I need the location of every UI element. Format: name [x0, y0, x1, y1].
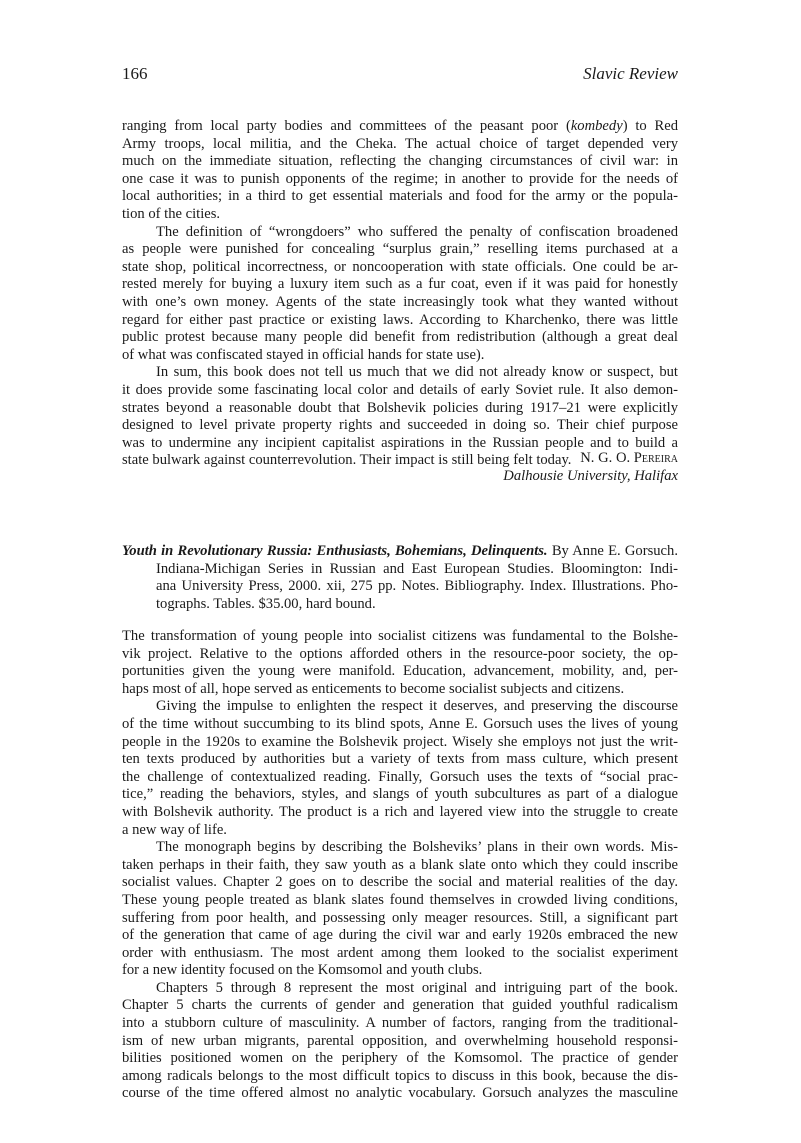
paragraph: [122, 224, 678, 365]
review-1-body: [122, 118, 678, 470]
text-line: with one’s own money. Agents of the state increasingly took what they wanted without: [122, 293, 678, 310]
text-line: socialist values. Chapter 2 goes on to describe the social and material realities of the day.: [122, 874, 678, 891]
text-line: a new way of life.: [122, 821, 227, 838]
text-line: the challenge of contextualized reading. Finally, Gorsuch uses the texts of “social prac-: [122, 768, 678, 785]
citation-line: ana University Press, 2000. xii, 275 pp. Notes. Bibliography. Index. Illustrations. Pho-: [156, 578, 678, 595]
text-line: with Bolshevik authority. The product is a rich and layered view into the struggle to create: [122, 803, 678, 820]
text-line: The definition of “wrongdoers” who suffered the penalty of confiscation broadened: [156, 223, 678, 240]
text-line: public protest because many people did benefit from redistribution (although a great deal: [122, 329, 678, 346]
text-line: vik project. Relative to the options afforded others in the resource-poor society, the op-: [122, 645, 678, 662]
text-line: among radicals belongs to the most difficult topics to discuss in this book, because the dis-: [122, 1067, 678, 1084]
text-line: bilities positioned women on the periphery of the Komsomol. The practice of gender: [122, 1050, 678, 1067]
text-line: Chapter 5 charts the currents of gender and generation that guided youthful radicalism: [122, 997, 678, 1014]
text-line: ten texts produced by authorities but a variety of texts from mass culture, which present: [122, 751, 678, 768]
text-line: state bulwark against counterrevolution. Their impact is still being felt today.: [122, 452, 572, 469]
text-line: for a new identity focused on the Komsomol and youth clubs.: [122, 962, 483, 979]
reviewer-name: N. G. O. Pereira: [580, 450, 678, 466]
reviewer-signature: [122, 450, 678, 486]
text-line: Giving the impulse to enlighten the respect it deserves, and preserving the discourse: [156, 698, 678, 715]
text-line: The monograph begins by describing the Bolsheviks’ plans in their own words. Mis-: [156, 839, 678, 856]
citation-line: Indiana-Michigan Series in Russian and East European Studies. Bloomington: Indi-: [156, 560, 678, 577]
text-line: designed to level private property rights and succeeded in doing so. Their chief purpose: [122, 417, 678, 434]
text-line: strates beyond a reasonable doubt that Bolshevik policies during 1917–21 were explicitly: [122, 399, 678, 416]
paragraph: [122, 628, 678, 698]
book-author: By Anne E. Gorsuch.: [551, 543, 678, 559]
reviewer-affiliation: Dalhousie University, Halifax: [503, 467, 678, 484]
text-line: haps most of all, hope served as enticements to become socialist subjects and citizens.: [122, 680, 625, 697]
citation-line: tographs. Tables. $35.00, hard bound.: [156, 595, 376, 612]
text-line: into a stubborn culture of masculinity. A number of factors, ranging from the traditional-: [122, 1015, 678, 1032]
text-line: as people were punished for concealing “surplus grain,” reselling items purchased at a: [122, 241, 678, 258]
text-line: suffering from poor health, and possessing only meager resources. Still, a significant part: [122, 909, 678, 926]
text-line: of the generation that came of age during the civil war and early 1920s embraced the new: [122, 927, 678, 944]
text-line: rested merely for buying a luxury item such as a fur coat, even if it was paid for honestly: [122, 276, 678, 293]
citation-first-line: [122, 543, 678, 561]
text-line: In sum, this book does not tell us much that we did not already know or suspect, but: [156, 364, 678, 381]
text-line: it does provide some fascinating local color and details of early Soviet rule. It also demon-: [122, 381, 678, 398]
text-line: was to undermine any incipient capitalist aspirations in the Russian people and to build a: [122, 434, 678, 451]
text-line: The transformation of young people into socialist citizens was fundamental to the Bolshe-: [122, 628, 678, 644]
text-line: taken perhaps in their faith, they saw youth as a blank slate onto which they could inscribe: [122, 856, 678, 873]
page-number: 166: [122, 64, 148, 83]
text-line: ism of new urban migrants, parental opposition, and overwhelming household responsi-: [122, 1032, 678, 1049]
text-line: Army troops, local militia, and the Cheka. The actual choice of target depended very: [122, 135, 678, 152]
text-line: state shop, political incorrectness, or noncooperation with state officials. One could be ar-: [122, 258, 678, 275]
text-line: of what was confiscated stayed in official hands for state use).: [122, 346, 485, 363]
text-line: These young people treated as blank slates found themselves in crowded living conditions,: [122, 891, 678, 908]
text-line: much on the immediate situation, reflecting the changing circumstances of civil war: in: [122, 153, 678, 170]
paragraph: [122, 839, 678, 980]
italic-term: kombedy: [570, 118, 623, 134]
text-line: portunities given the young were manifold. Education, advancement, mobility, and, per-: [122, 663, 678, 680]
book-title: Youth in Revolutionary Russia: Enthusiasts, Bohemians, Delinquents.: [122, 543, 548, 559]
running-header: [122, 64, 678, 86]
text-line: ranging from local party bodies and committees of the peasant poor (kombedy) to Red: [122, 118, 678, 134]
text-line: Chapters 5 through 8 represent the most original and intriguing part of the book.: [156, 979, 678, 996]
review-2-body: [122, 628, 678, 1103]
text-line: course of the time offered almost no analytic vocabulary. Gorsuch analyzes the masculine: [122, 1085, 678, 1102]
paragraph: [122, 980, 678, 1103]
text-line: order with enthusiasm. The most ardent among them looked to the socialist experiment: [122, 944, 678, 961]
text-line: tion of the cities.: [122, 205, 221, 222]
text-line: of the time without succumbing to its blind spots, Anne E. Gorsuch uses the lives of young: [122, 715, 678, 732]
paragraph: [122, 698, 678, 839]
text-line: regard for either past practice or existing laws. According to Kharchenko, there was little: [122, 311, 678, 328]
paragraph: [122, 118, 678, 224]
text-line: one case it was to punish opponents of the regime; in another to provide for the needs of: [122, 170, 678, 187]
text-line: people in the 1920s to examine the Bolshevik project. Wisely she employs not just the writ-: [122, 733, 678, 750]
journal-title: Slavic Review: [583, 64, 678, 83]
text-line: local authorities; in a third to get essential materials and food for the army or the popula-: [122, 188, 678, 205]
text-line: tice,” reading the behaviors, styles, and slangs of youth subcultures as part of a dialogue: [122, 786, 678, 803]
book-citation: [122, 543, 678, 613]
